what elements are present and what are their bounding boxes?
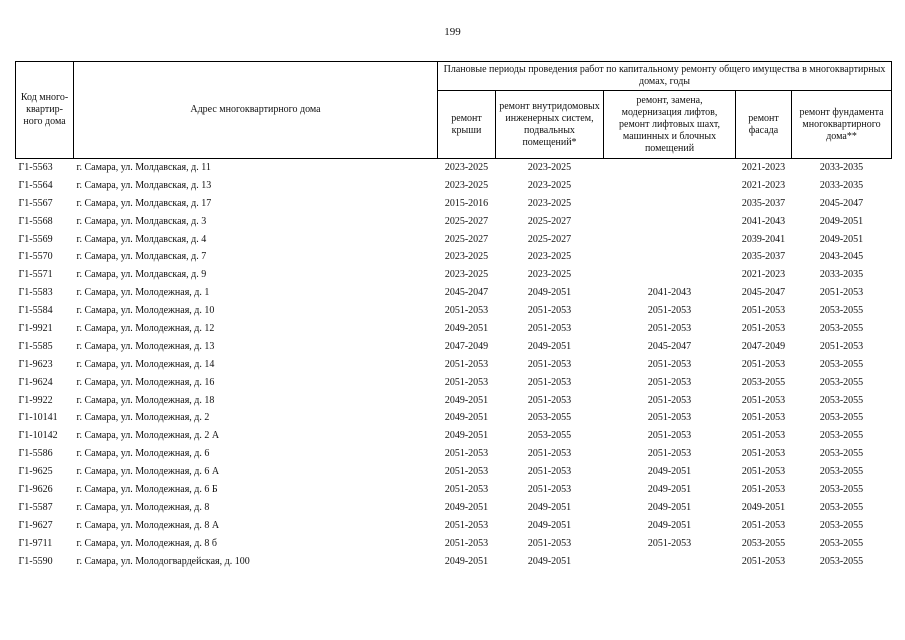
cell-foundation: 2049-2051 [819,233,864,245]
table-row [16,463,892,481]
cell-foundation: 2053-2055 [819,555,864,567]
cell-lifts [604,248,736,266]
cell-lifts [604,231,736,249]
table-header [16,62,892,159]
cell-lifts [604,195,736,213]
cell-systems: 2051-2053 [527,483,572,495]
cell-code: Г1-5564 [18,179,53,191]
cell-roof: 2049-2051 [444,394,489,406]
cell-systems: 2023-2025 [527,251,572,263]
cell-systems: 2049-2051 [527,555,572,567]
table-row [16,427,892,445]
cell-roof: 2025-2027 [444,233,489,245]
cell-facade: 2051-2053 [741,519,786,531]
cell-address: г. Самара, ул. Молодежная, д. 2 [76,412,210,424]
cell-code: Г1-5571 [18,269,53,281]
cell-code: Г1-9626 [18,483,53,495]
cell-code: Г1-9625 [18,466,53,478]
cell-address: г. Самара, ул. Молодежная, д. 8 А [76,519,220,531]
header-roof: ремонт крыши [438,91,496,159]
header-facade: ремонт фасада [736,91,792,159]
table-row [16,392,892,410]
cell-code: Г1-5586 [18,448,53,460]
table-row [16,231,892,249]
cell-facade: 2051-2053 [741,448,786,460]
cell-roof: 2051-2053 [444,483,489,495]
cell-facade: 2051-2053 [741,555,786,567]
cell-code: Г1-5569 [18,233,53,245]
cell-systems: 2051-2053 [527,305,572,317]
cell-lifts: 2051-2053 [647,430,692,442]
cell-systems: 2023-2025 [527,197,572,209]
cell-lifts: 2041-2043 [647,287,692,299]
cell-roof: 2049-2051 [444,555,489,567]
cell-facade: 2035-2037 [741,197,786,209]
cell-systems: 2025-2027 [527,215,572,227]
cell-roof: 2051-2053 [444,466,489,478]
cell-foundation: 2033-2035 [819,179,864,191]
cell-systems: 2049-2051 [527,287,572,299]
cell-address: г. Самара, ул. Молодежная, д. 12 [76,322,215,334]
cell-foundation: 2053-2055 [819,448,864,460]
cell-systems: 2051-2053 [527,358,572,370]
cell-foundation: 2045-2047 [819,197,864,209]
cell-lifts: 2049-2051 [647,466,692,478]
cell-lifts: 2049-2051 [647,501,692,513]
cell-lifts: 2051-2053 [647,394,692,406]
cell-roof: 2049-2051 [444,322,489,334]
cell-code: Г1-9922 [18,394,53,406]
cell-code: Г1-5583 [18,287,53,299]
cell-facade: 2053-2055 [741,376,786,388]
cell-systems: 2053-2055 [527,412,572,424]
cell-systems: 2051-2053 [527,466,572,478]
cell-lifts: 2051-2053 [647,358,692,370]
cell-lifts: 2051-2053 [647,448,692,460]
cell-code: Г1-10141 [18,412,58,424]
cell-systems: 2051-2053 [527,322,572,334]
cell-lifts: 2045-2047 [647,340,692,352]
cell-code: Г1-5568 [18,215,53,227]
cell-systems: 2023-2025 [527,161,572,173]
cell-lifts: 2051-2053 [647,376,692,388]
cell-foundation: 2053-2055 [819,519,864,531]
cell-address: г. Самара, ул. Молодежная, д. 1 [76,287,210,299]
cell-lifts [604,177,736,195]
cell-address: г. Самара, ул. Молдавская, д. 7 [76,251,207,263]
table-row [16,445,892,463]
cell-facade: 2021-2023 [741,161,786,173]
cell-address: г. Самара, ул. Молодежная, д. 6 А [76,466,220,478]
cell-foundation: 2053-2055 [819,394,864,406]
table-row [16,213,892,231]
header-code: Код много-квартир-ного дома [16,62,74,159]
cell-foundation: 2043-2045 [819,251,864,263]
cell-lifts [604,159,736,177]
cell-facade: 2039-2041 [741,233,786,245]
cell-facade: 2051-2053 [741,394,786,406]
cell-address: г. Самара, ул. Молодежная, д. 13 [76,340,215,352]
cell-facade: 2021-2023 [741,179,786,191]
cell-code: Г1-9921 [18,322,53,334]
cell-roof: 2051-2053 [444,537,489,549]
cell-roof: 2049-2051 [444,412,489,424]
cell-roof: 2051-2053 [444,519,489,531]
cell-foundation: 2051-2053 [819,287,864,299]
table-body [16,159,892,571]
cell-address: г. Самара, ул. Молодежная, д. 18 [76,394,215,406]
table-row [16,356,892,374]
cell-code: Г1-9627 [18,519,53,531]
cell-facade: 2045-2047 [741,287,786,299]
cell-roof: 2051-2053 [444,448,489,460]
cell-roof: 2023-2025 [444,269,489,281]
cell-code: Г1-5585 [18,340,53,352]
cell-facade: 2049-2051 [741,501,786,513]
cell-address: г. Самара, ул. Молдавская, д. 9 [76,269,207,281]
header-lifts: ремонт, замена, модернизация лифтов, ремонт лифтовых шахт, машинных и блочных помещений [604,91,736,159]
cell-code: Г1-5587 [18,501,53,513]
cell-roof: 2023-2025 [444,161,489,173]
cell-systems: 2023-2025 [527,179,572,191]
cell-roof: 2023-2025 [444,251,489,263]
header-foundation: ремонт фундамента многоквартирного дома** [792,91,892,159]
cell-facade: 2051-2053 [741,483,786,495]
cell-code: Г1-10142 [18,430,58,442]
cell-lifts: 2049-2051 [647,483,692,495]
cell-foundation: 2053-2055 [819,537,864,549]
cell-roof: 2045-2047 [444,287,489,299]
table-row [16,409,892,427]
cell-roof: 2025-2027 [444,215,489,227]
cell-lifts: 2051-2053 [647,305,692,317]
cell-foundation: 2053-2055 [819,412,864,424]
cell-facade: 2021-2023 [741,269,786,281]
cell-lifts: 2051-2053 [647,412,692,424]
cell-code: Г1-9711 [18,537,53,549]
cell-systems: 2051-2053 [527,376,572,388]
cell-code: Г1-5563 [18,161,53,173]
table-row [16,195,892,213]
cell-systems: 2053-2055 [527,430,572,442]
cell-lifts [604,553,736,571]
cell-roof: 2049-2051 [444,501,489,513]
cell-code: Г1-5567 [18,197,53,209]
cell-facade: 2051-2053 [741,430,786,442]
cell-address: г. Самара, ул. Молдавская, д. 11 [76,161,211,173]
table-row [16,374,892,392]
cell-address: г. Самара, ул. Молодежная, д. 8 [76,501,210,513]
cell-facade: 2041-2043 [741,215,786,227]
table-row [16,302,892,320]
cell-systems: 2051-2053 [527,448,572,460]
cell-address: г. Самара, ул. Молодежная, д. 2 А [76,430,220,442]
cell-facade: 2051-2053 [741,466,786,478]
table-row [16,266,892,284]
cell-address: г. Самара, ул. Молодогвардейская, д. 100 [76,555,250,567]
page-number: 199 [444,26,461,38]
cell-systems: 2051-2053 [527,537,572,549]
table-row [16,517,892,535]
cell-foundation: 2051-2053 [819,340,864,352]
cell-lifts: 2051-2053 [647,537,692,549]
table-row [16,284,892,302]
header-systems: ремонт внутридомовых инженерных систем, подвальных помещений* [496,91,604,159]
cell-roof: 2051-2053 [444,358,489,370]
header-periods: Плановые периоды проведения работ по капитальному ремонту общего имущества в многоквартирных домах, годы [438,62,892,91]
cell-address: г. Самара, ул. Молодежная, д. 8 б [76,537,217,549]
cell-roof: 2047-2049 [444,340,489,352]
cell-address: г. Самара, ул. Молдавская, д. 3 [76,215,207,227]
cell-code: Г1-9623 [18,358,53,370]
table-row [16,248,892,266]
cell-code: Г1-9624 [18,376,53,388]
cell-facade: 2051-2053 [741,322,786,334]
cell-lifts: 2051-2053 [647,322,692,334]
cell-foundation: 2053-2055 [819,376,864,388]
header-address: Адрес многоквартирного дома [74,62,438,159]
cell-systems: 2025-2027 [527,233,572,245]
capital-repair-schedule-table [15,61,892,570]
cell-roof: 2049-2051 [444,430,489,442]
cell-facade: 2053-2055 [741,537,786,549]
cell-foundation: 2049-2051 [819,215,864,227]
cell-address: г. Самара, ул. Молдавская, д. 17 [76,197,212,209]
table-row [16,320,892,338]
cell-roof: 2051-2053 [444,305,489,317]
cell-roof: 2023-2025 [444,179,489,191]
cell-lifts: 2049-2051 [647,519,692,531]
cell-address: г. Самара, ул. Молдавская, д. 13 [76,179,212,191]
cell-foundation: 2053-2055 [819,501,864,513]
cell-foundation: 2033-2035 [819,269,864,281]
cell-code: Г1-5584 [18,305,53,317]
cell-facade: 2051-2053 [741,358,786,370]
cell-address: г. Самара, ул. Молодежная, д. 14 [76,358,215,370]
cell-foundation: 2033-2035 [819,161,864,173]
cell-code: Г1-5570 [18,251,53,263]
cell-foundation: 2053-2055 [819,322,864,334]
cell-systems: 2049-2051 [527,501,572,513]
table-row [16,159,892,177]
cell-facade: 2047-2049 [741,340,786,352]
cell-address: г. Самара, ул. Молодежная, д. 10 [76,305,215,317]
cell-foundation: 2053-2055 [819,358,864,370]
cell-lifts [604,266,736,284]
cell-code: Г1-5590 [18,555,53,567]
cell-address: г. Самара, ул. Молдавская, д. 4 [76,233,207,245]
cell-systems: 2023-2025 [527,269,572,281]
cell-systems: 2049-2051 [527,340,572,352]
cell-roof: 2015-2016 [444,197,489,209]
cell-facade: 2035-2037 [741,251,786,263]
cell-address: г. Самара, ул. Молодежная, д. 6 Б [76,483,218,495]
table-row [16,553,892,571]
cell-facade: 2051-2053 [741,305,786,317]
table-row [16,177,892,195]
cell-address: г. Самара, ул. Молодежная, д. 6 [76,448,210,460]
table-row [16,499,892,517]
cell-systems: 2051-2053 [527,394,572,406]
cell-address: г. Самара, ул. Молодежная, д. 16 [76,376,215,388]
table-row [16,535,892,553]
cell-lifts [604,213,736,231]
cell-roof: 2051-2053 [444,376,489,388]
cell-foundation: 2053-2055 [819,430,864,442]
cell-foundation: 2053-2055 [819,466,864,478]
cell-foundation: 2053-2055 [819,305,864,317]
table-row [16,481,892,499]
table-row [16,338,892,356]
cell-facade: 2051-2053 [741,412,786,424]
cell-foundation: 2053-2055 [819,483,864,495]
cell-systems: 2049-2051 [527,519,572,531]
